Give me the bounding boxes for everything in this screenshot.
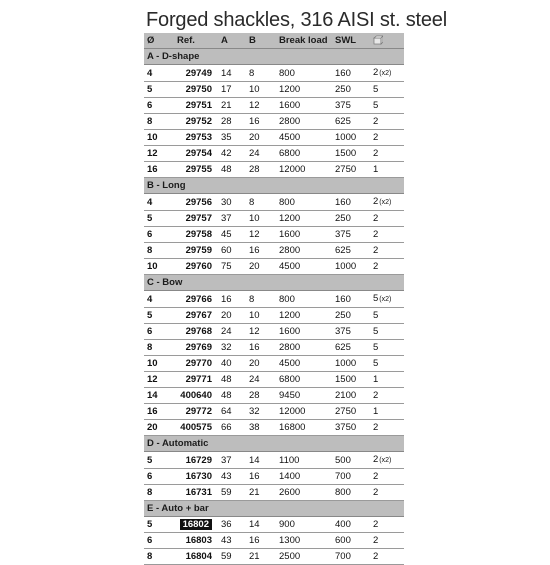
pack-cell: [370, 324, 404, 340]
dim-b-cell: 20: [246, 356, 276, 372]
pack-quantity: 2: [373, 519, 379, 530]
ref-cell: 29769: [174, 340, 218, 356]
break-load-cell: 800: [276, 65, 332, 82]
swl-cell: 600: [332, 533, 370, 549]
table-row: [144, 211, 404, 227]
pack-cell: [370, 291, 404, 308]
break-load-cell: 1200: [276, 211, 332, 227]
pack-cell: [370, 485, 404, 501]
table-row: [144, 549, 404, 565]
table-row: [144, 243, 404, 259]
ref-cell: 29767: [174, 308, 218, 324]
swl-cell: 1000: [332, 130, 370, 146]
table-row: [144, 308, 404, 324]
swl-cell: 1000: [332, 259, 370, 275]
pack-cell: [370, 82, 404, 98]
dim-a-cell: 48: [218, 372, 246, 388]
swl-cell: 2750: [332, 404, 370, 420]
swl-cell: 800: [332, 485, 370, 501]
diameter-cell: 6: [144, 469, 174, 485]
dim-a-cell: 16: [218, 291, 246, 308]
table-header-row: [144, 33, 404, 49]
diameter-cell: 8: [144, 243, 174, 259]
pack-quantity: 5: [373, 358, 379, 369]
table-row: [144, 291, 404, 308]
dim-b-cell: 14: [246, 452, 276, 469]
pack-cell: [370, 356, 404, 372]
table-row: [144, 130, 404, 146]
dim-b-cell: 20: [246, 259, 276, 275]
pack-cell: [370, 259, 404, 275]
dim-b-cell: 8: [246, 291, 276, 308]
swl-cell: 700: [332, 549, 370, 565]
table-row: [144, 372, 404, 388]
dim-a-cell: 35: [218, 130, 246, 146]
dim-b-cell: 16: [246, 340, 276, 356]
diameter-cell: 4: [144, 194, 174, 211]
dim-b-cell: 16: [246, 533, 276, 549]
pack-quantity: 5: [373, 342, 379, 353]
dim-a-cell: 17: [218, 82, 246, 98]
dim-b-cell: 8: [246, 65, 276, 82]
break-load-cell: 4500: [276, 259, 332, 275]
break-load-cell: 1600: [276, 98, 332, 114]
shackle-spec-table: [144, 33, 404, 565]
pack-quantity: 2: [373, 213, 379, 224]
pack-cell: [370, 340, 404, 356]
swl-cell: 160: [332, 194, 370, 211]
break-load-cell: 1600: [276, 227, 332, 243]
diameter-cell: 14: [144, 388, 174, 404]
swl-cell: 250: [332, 308, 370, 324]
section-header-row: [144, 178, 404, 194]
break-load-cell: 800: [276, 291, 332, 308]
dim-b-cell: 8: [246, 194, 276, 211]
swl-cell: 2750: [332, 162, 370, 178]
section-header-row: [144, 49, 404, 65]
dim-b-cell: 28: [246, 162, 276, 178]
swl-cell: 1000: [332, 356, 370, 372]
dim-a-cell: 60: [218, 243, 246, 259]
break-load-cell: 2600: [276, 485, 332, 501]
dim-a-cell: 32: [218, 340, 246, 356]
dim-b-cell: 24: [246, 146, 276, 162]
table-row: [144, 388, 404, 404]
pack-quantity: 2: [373, 116, 379, 127]
diameter-cell: 6: [144, 227, 174, 243]
pack-cell: [370, 388, 404, 404]
break-load-cell: 2800: [276, 114, 332, 130]
diameter-cell: 10: [144, 356, 174, 372]
pack-quantity: 1: [373, 374, 379, 385]
pack-quantity: 2: [373, 148, 379, 159]
dim-a-cell: 43: [218, 533, 246, 549]
swl-cell: 2100: [332, 388, 370, 404]
pack-cell: [370, 404, 404, 420]
dim-a-cell: 42: [218, 146, 246, 162]
ref-cell: 16731: [174, 485, 218, 501]
table-row: [144, 420, 404, 436]
diameter-cell: 4: [144, 291, 174, 308]
ref-cell: 400575: [174, 420, 218, 436]
table-row: [144, 452, 404, 469]
dim-b-cell: 16: [246, 114, 276, 130]
break-load-cell: 6800: [276, 146, 332, 162]
table-row: [144, 324, 404, 340]
pack-quantity: 2: [373, 487, 379, 498]
section-header-row: [144, 436, 404, 452]
table-row: [144, 162, 404, 178]
table-row: [144, 259, 404, 275]
dim-a-cell: 37: [218, 452, 246, 469]
table-row: [144, 82, 404, 98]
table-row: [144, 404, 404, 420]
swl-cell: 160: [332, 65, 370, 82]
swl-cell: 375: [332, 324, 370, 340]
col-header-break-load: Break load: [276, 33, 332, 49]
swl-cell: 1500: [332, 146, 370, 162]
page-title: Forged shackles, 316 AISI st. steel: [146, 9, 447, 31]
table-row: [144, 146, 404, 162]
pack-note: (x2): [379, 457, 392, 464]
col-header-b: B: [246, 33, 276, 49]
pack-cell: [370, 420, 404, 436]
dim-b-cell: 21: [246, 485, 276, 501]
dim-b-cell: 16: [246, 243, 276, 259]
dim-a-cell: 20: [218, 308, 246, 324]
break-load-cell: 900: [276, 517, 332, 533]
pack-quantity: 5: [373, 310, 379, 321]
section-header-row: [144, 275, 404, 291]
ref-cell: [174, 517, 218, 533]
col-header-a: A: [218, 33, 246, 49]
diameter-cell: 6: [144, 324, 174, 340]
dim-b-cell: 12: [246, 98, 276, 114]
section-label: A - D-shape: [144, 49, 404, 65]
ref-cell: 29768: [174, 324, 218, 340]
ref-cell: 29771: [174, 372, 218, 388]
diameter-cell: 5: [144, 211, 174, 227]
pack-quantity: 2: [373, 471, 379, 482]
dim-a-cell: 14: [218, 65, 246, 82]
break-load-cell: 12000: [276, 404, 332, 420]
break-load-cell: 1600: [276, 324, 332, 340]
pack-cell: [370, 549, 404, 565]
ref-cell: 16804: [174, 549, 218, 565]
package-icon: [373, 35, 383, 45]
pack-quantity: 2: [373, 67, 379, 78]
dim-a-cell: 59: [218, 485, 246, 501]
diameter-cell: 8: [144, 114, 174, 130]
diameter-cell: 5: [144, 517, 174, 533]
dim-a-cell: 45: [218, 227, 246, 243]
ref-cell: 29754: [174, 146, 218, 162]
table-row: [144, 340, 404, 356]
section-label: E - Auto + bar: [144, 501, 404, 517]
break-load-cell: 1200: [276, 82, 332, 98]
table-row: [144, 98, 404, 114]
pack-cell: [370, 65, 404, 82]
dim-a-cell: 21: [218, 98, 246, 114]
dim-a-cell: 30: [218, 194, 246, 211]
ref-cell: 16803: [174, 533, 218, 549]
pack-cell: [370, 372, 404, 388]
dim-b-cell: 16: [246, 469, 276, 485]
diameter-cell: 8: [144, 549, 174, 565]
ref-cell: 29753: [174, 130, 218, 146]
pack-quantity: 5: [373, 84, 379, 95]
ref-cell: 400640: [174, 388, 218, 404]
break-load-cell: 1100: [276, 452, 332, 469]
dim-a-cell: 28: [218, 114, 246, 130]
ref-cell: 29755: [174, 162, 218, 178]
break-load-cell: 1400: [276, 469, 332, 485]
table-row: [144, 194, 404, 211]
diameter-cell: 16: [144, 162, 174, 178]
pack-quantity: 5: [373, 293, 379, 304]
dim-b-cell: 14: [246, 517, 276, 533]
col-header-diameter: Ø: [144, 33, 174, 49]
pack-quantity: 1: [373, 164, 379, 175]
pack-note: (x2): [379, 199, 392, 206]
section-label: B - Long: [144, 178, 404, 194]
ref-cell: 16730: [174, 469, 218, 485]
dim-b-cell: 10: [246, 308, 276, 324]
break-load-cell: 800: [276, 194, 332, 211]
break-load-cell: 2800: [276, 243, 332, 259]
col-header-pack: [370, 33, 404, 49]
pack-quantity: 2: [373, 390, 379, 401]
dim-b-cell: 10: [246, 82, 276, 98]
dim-b-cell: 12: [246, 227, 276, 243]
diameter-cell: 12: [144, 146, 174, 162]
pack-cell: [370, 130, 404, 146]
section-label: D - Automatic: [144, 436, 404, 452]
table-row: [144, 114, 404, 130]
table-row: [144, 485, 404, 501]
ref-cell: 29766: [174, 291, 218, 308]
dim-a-cell: 64: [218, 404, 246, 420]
section-label: C - Bow: [144, 275, 404, 291]
swl-cell: 250: [332, 82, 370, 98]
diameter-cell: 5: [144, 308, 174, 324]
dim-a-cell: 40: [218, 356, 246, 372]
pack-cell: [370, 162, 404, 178]
pack-cell: [370, 227, 404, 243]
diameter-cell: 5: [144, 452, 174, 469]
dim-a-cell: 59: [218, 549, 246, 565]
pack-cell: [370, 146, 404, 162]
break-load-cell: 4500: [276, 356, 332, 372]
pack-quantity: 5: [373, 326, 379, 337]
ref-cell: 29751: [174, 98, 218, 114]
swl-cell: 625: [332, 340, 370, 356]
ref-cell: 16729: [174, 452, 218, 469]
pack-quantity: 2: [373, 551, 379, 562]
ref-cell: 29772: [174, 404, 218, 420]
table-row: [144, 533, 404, 549]
pack-quantity: 1: [373, 406, 379, 417]
pack-cell: [370, 469, 404, 485]
pack-quantity: 2: [373, 229, 379, 240]
swl-cell: 1500: [332, 372, 370, 388]
dim-b-cell: 20: [246, 130, 276, 146]
pack-quantity: 2: [373, 132, 379, 143]
ref-cell: 29760: [174, 259, 218, 275]
diameter-cell: 10: [144, 259, 174, 275]
pack-cell: [370, 98, 404, 114]
break-load-cell: 2800: [276, 340, 332, 356]
ref-cell: 29758: [174, 227, 218, 243]
pack-quantity: 2: [373, 261, 379, 272]
diameter-cell: 20: [144, 420, 174, 436]
swl-cell: 625: [332, 243, 370, 259]
break-load-cell: 12000: [276, 162, 332, 178]
swl-cell: 160: [332, 291, 370, 308]
dim-a-cell: 75: [218, 259, 246, 275]
dim-a-cell: 48: [218, 162, 246, 178]
dim-a-cell: 36: [218, 517, 246, 533]
col-header-swl: SWL: [332, 33, 370, 49]
pack-note: (x2): [379, 296, 392, 303]
pack-cell: [370, 114, 404, 130]
pack-quantity: 5: [373, 100, 379, 111]
pack-quantity: 2: [373, 422, 379, 433]
diameter-cell: 4: [144, 65, 174, 82]
dim-a-cell: 66: [218, 420, 246, 436]
ref-cell: 29757: [174, 211, 218, 227]
break-load-cell: 1200: [276, 308, 332, 324]
pack-quantity: 2: [373, 196, 379, 207]
ref-highlight: 16802: [180, 519, 212, 530]
swl-cell: 375: [332, 227, 370, 243]
col-header-ref: Ref.: [174, 33, 218, 49]
swl-cell: 400: [332, 517, 370, 533]
pack-quantity: 2: [373, 245, 379, 256]
dim-a-cell: 37: [218, 211, 246, 227]
swl-cell: 500: [332, 452, 370, 469]
dim-a-cell: 48: [218, 388, 246, 404]
break-load-cell: 9450: [276, 388, 332, 404]
ref-cell: 29759: [174, 243, 218, 259]
break-load-cell: 6800: [276, 372, 332, 388]
pack-cell: [370, 194, 404, 211]
swl-cell: 625: [332, 114, 370, 130]
dim-b-cell: 10: [246, 211, 276, 227]
dim-b-cell: 38: [246, 420, 276, 436]
dim-b-cell: 32: [246, 404, 276, 420]
diameter-cell: 10: [144, 130, 174, 146]
dim-a-cell: 43: [218, 469, 246, 485]
section-header-row: [144, 501, 404, 517]
pack-cell: [370, 452, 404, 469]
table-row: [144, 65, 404, 82]
diameter-cell: 16: [144, 404, 174, 420]
diameter-cell: 12: [144, 372, 174, 388]
diameter-cell: 5: [144, 82, 174, 98]
swl-cell: 3750: [332, 420, 370, 436]
pack-cell: [370, 243, 404, 259]
dim-b-cell: 12: [246, 324, 276, 340]
pack-quantity: 2: [373, 454, 379, 465]
ref-cell: 29770: [174, 356, 218, 372]
ref-cell: 29750: [174, 82, 218, 98]
pack-cell: [370, 517, 404, 533]
diameter-cell: 8: [144, 485, 174, 501]
table-row: [144, 517, 404, 533]
table-row: [144, 227, 404, 243]
ref-cell: 29749: [174, 65, 218, 82]
break-load-cell: 2500: [276, 549, 332, 565]
break-load-cell: 4500: [276, 130, 332, 146]
diameter-cell: 6: [144, 533, 174, 549]
swl-cell: 250: [332, 211, 370, 227]
table-row: [144, 469, 404, 485]
swl-cell: 375: [332, 98, 370, 114]
dim-b-cell: 21: [246, 549, 276, 565]
dim-a-cell: 24: [218, 324, 246, 340]
pack-quantity: 2: [373, 535, 379, 546]
pack-cell: [370, 533, 404, 549]
pack-cell: [370, 308, 404, 324]
pack-cell: [370, 211, 404, 227]
pack-note: (x2): [379, 70, 392, 77]
ref-cell: 29756: [174, 194, 218, 211]
ref-cell: 29752: [174, 114, 218, 130]
dim-b-cell: 24: [246, 372, 276, 388]
table-row: [144, 356, 404, 372]
break-load-cell: 1300: [276, 533, 332, 549]
diameter-cell: 8: [144, 340, 174, 356]
break-load-cell: 16800: [276, 420, 332, 436]
dim-b-cell: 28: [246, 388, 276, 404]
swl-cell: 700: [332, 469, 370, 485]
diameter-cell: 6: [144, 98, 174, 114]
